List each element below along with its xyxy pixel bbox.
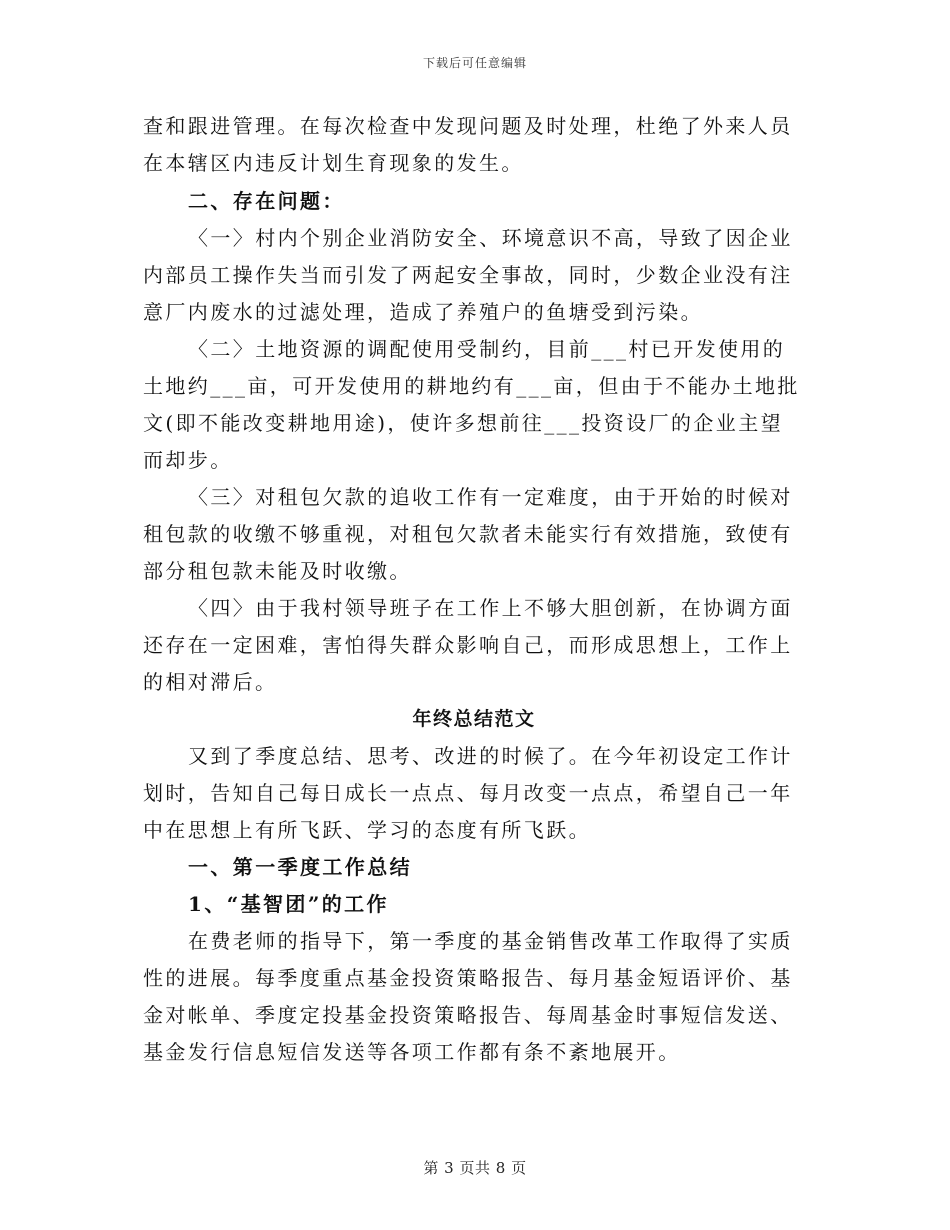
- paragraph-problem-4: 〈四〉由于我村领导班子在工作上不够大胆创新，在协调方面还存在一定困难，害怕得失群众影响自己，而形成思想上，工作上的相对滞后。: [143, 596, 793, 694]
- heading-subsection-1: 1、“基智团”的工作: [188, 892, 389, 916]
- document-body: [143, 108, 805, 1071]
- page-footer: 第 3 页共 8 页: [423, 1159, 527, 1177]
- paragraph-intro: 又到了季度总结、思考、改进的时候了。在今年初设定工作计划时，告知自己每日成长一点点、每月改变一点点，希望自己一年中在思想上有所飞跃、学习的态度有所飞跃。: [143, 744, 793, 842]
- page-header: 下载后可任意编辑: [422, 56, 527, 70]
- paragraph-problem-3: 〈三〉对租包欠款的追收工作有一定难度，由于开始的时候对租包款的收缴不够重视，对租包欠款者未能实行有效措施，致使有部分租包款未能及时收缴。: [143, 485, 793, 583]
- heading-section-1: 一、第一季度工作总结: [188, 855, 412, 879]
- paragraph-problem-2: 〈二〉土地资源的调配使用受制约，目前___村已开发使用的土地约___亩，可开发使用的耕地约有___亩，但由于不能办土地批文(即不能改变耕地用途)，使许多想前往___投资设厂的企业主望而却步。: [143, 337, 800, 472]
- paragraph-continuation: 查和跟进管理。在每次检查中发现问题及时处理，杜绝了外来人员在本辖区内违反计划生育现象的发生。: [143, 114, 793, 175]
- heading-problems: 二、存在问题：: [188, 189, 345, 213]
- paragraph-subsection-1: 在费老师的指导下，第一季度的基金销售改革工作取得了实质性的进展。每季度重点基金投资策略报告、每月基金短语评价、基金对帐单、季度定投基金投资策略报告、每周基金时事短信发送、基金发行信息短信发送等各项工作都有条不紊地展开。: [143, 929, 793, 1064]
- paragraph-problem-1: 〈一〉村内个别企业消防安全、环境意识不高，导致了因企业内部员工操作失当而引发了两起安全事故，同时，少数企业没有注意厂内废水的过滤处理，造成了养殖户的鱼塘受到污染。: [143, 226, 793, 324]
- document-title: 年终总结范文: [412, 708, 536, 730]
